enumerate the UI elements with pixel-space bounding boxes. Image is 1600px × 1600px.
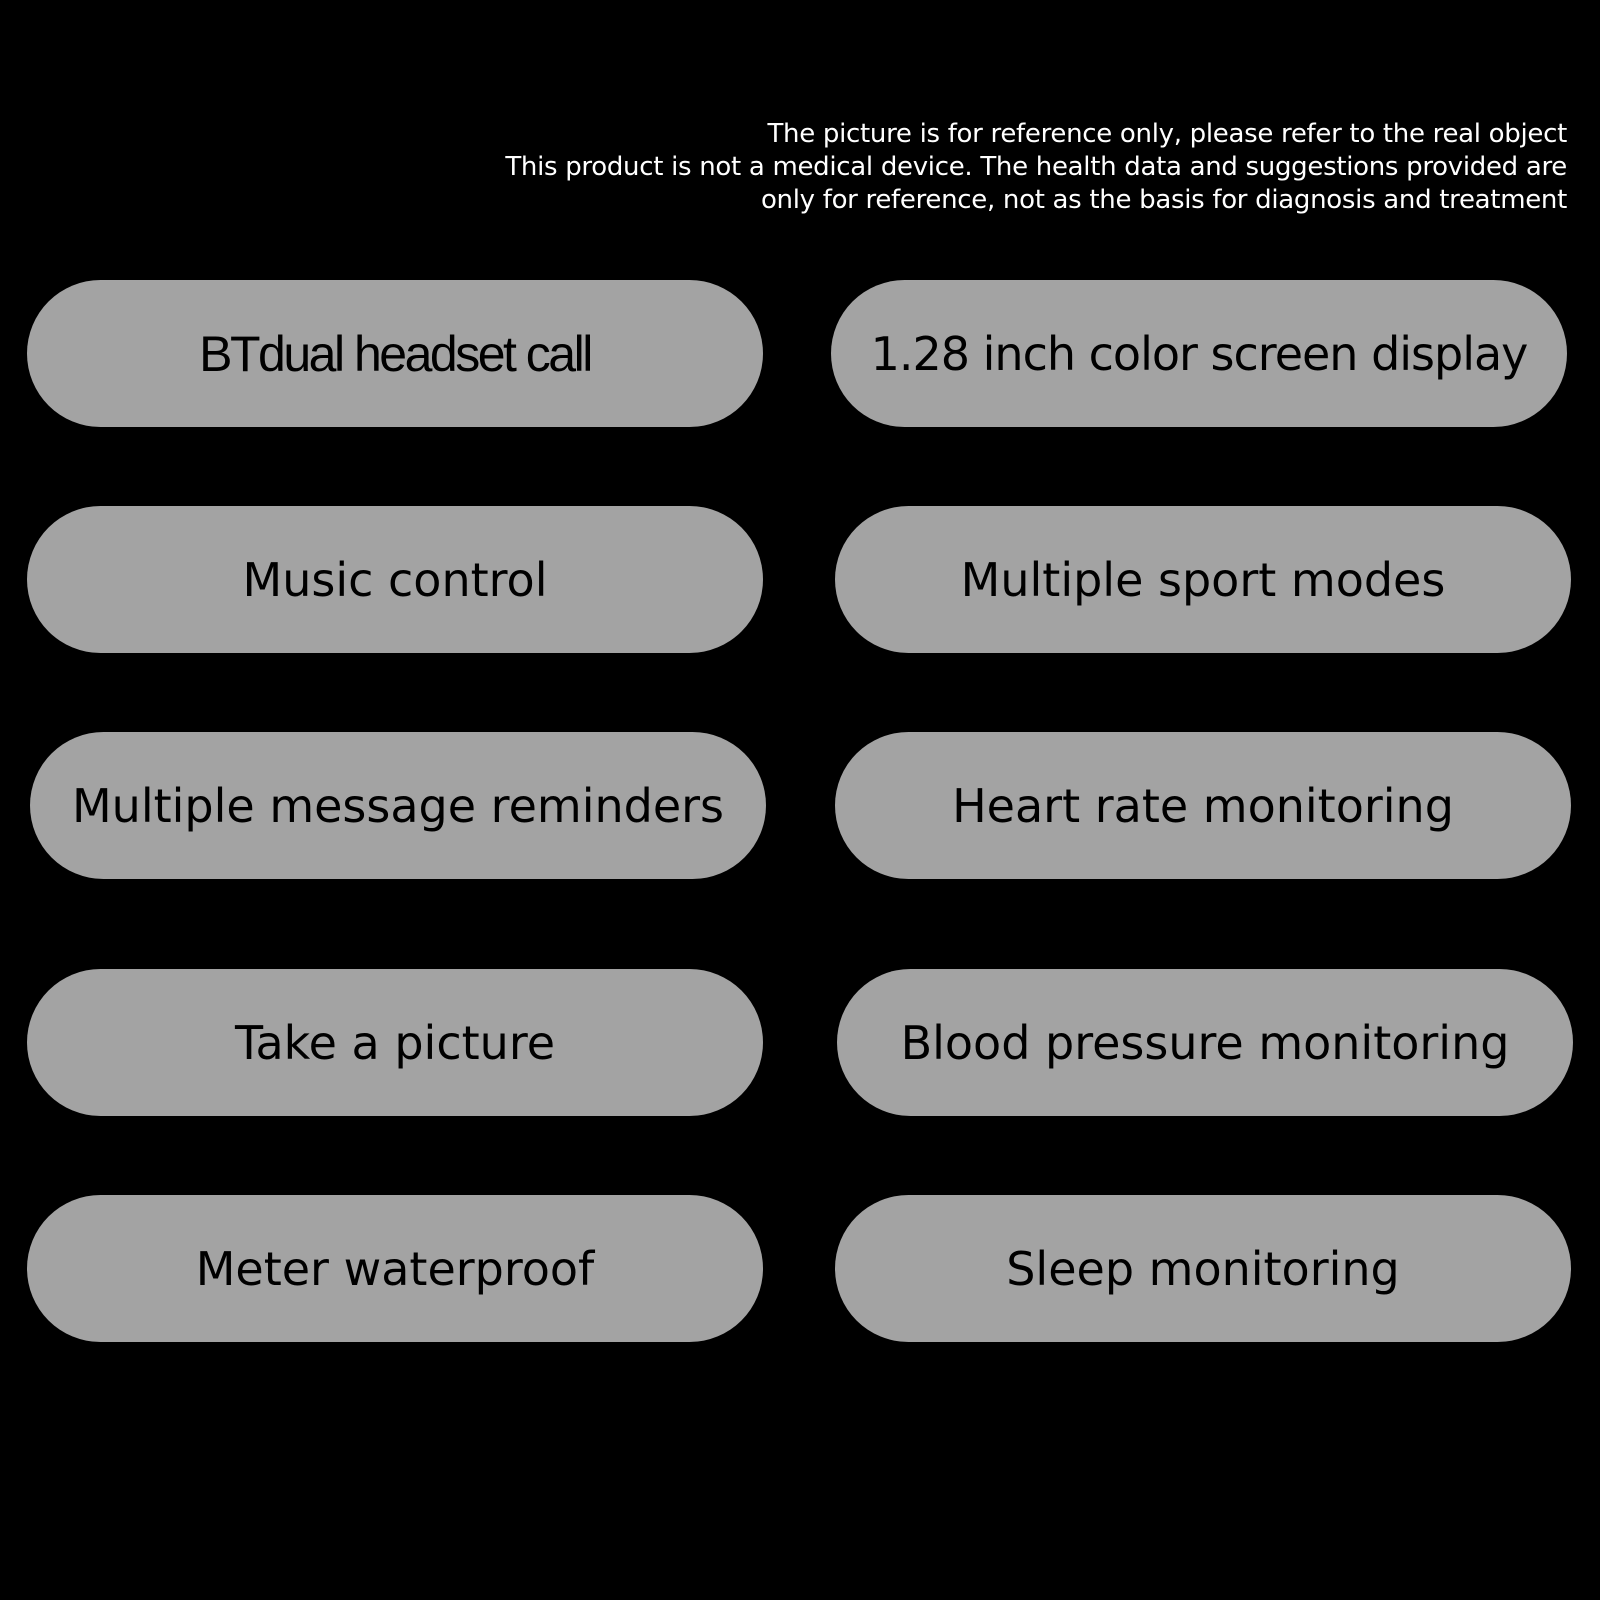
- feature-label: Heart rate monitoring: [952, 778, 1454, 833]
- feature-pill: [835, 506, 1571, 653]
- disclaimer-line-3: only for reference, not as the basis for diagnosis and treatment: [760, 185, 1567, 215]
- feature-pill: [831, 280, 1567, 427]
- feature-pill: [27, 969, 763, 1116]
- feature-pill: [835, 1195, 1571, 1342]
- disclaimer-line-2: This product is not a medical device. The health data and suggestions provided are: [505, 152, 1567, 182]
- feature-label: Multiple sport modes: [960, 552, 1446, 607]
- feature-label: 1.28 inch color screen display: [870, 326, 1528, 381]
- feature-pill: [27, 1195, 763, 1342]
- feature-label: Multiple message reminders: [71, 778, 725, 833]
- feature-label: Sleep monitoring: [1006, 1241, 1400, 1296]
- feature-label: Music control: [242, 552, 548, 607]
- feature-label: Blood pressure monitoring: [900, 1015, 1510, 1070]
- feature-pill: [835, 732, 1571, 879]
- disclaimer-line-1: The picture is for reference only, please refer to the real object: [767, 119, 1567, 149]
- feature-label: Meter waterproof: [195, 1241, 595, 1296]
- feature-label: Take a picture: [234, 1015, 556, 1070]
- feature-pill: [27, 506, 763, 653]
- feature-pill: [30, 732, 766, 879]
- disclaimer: [467, 118, 1567, 217]
- feature-pill: [837, 969, 1573, 1116]
- feature-pill: [27, 280, 763, 427]
- feature-label: BTdual headset call: [199, 325, 591, 382]
